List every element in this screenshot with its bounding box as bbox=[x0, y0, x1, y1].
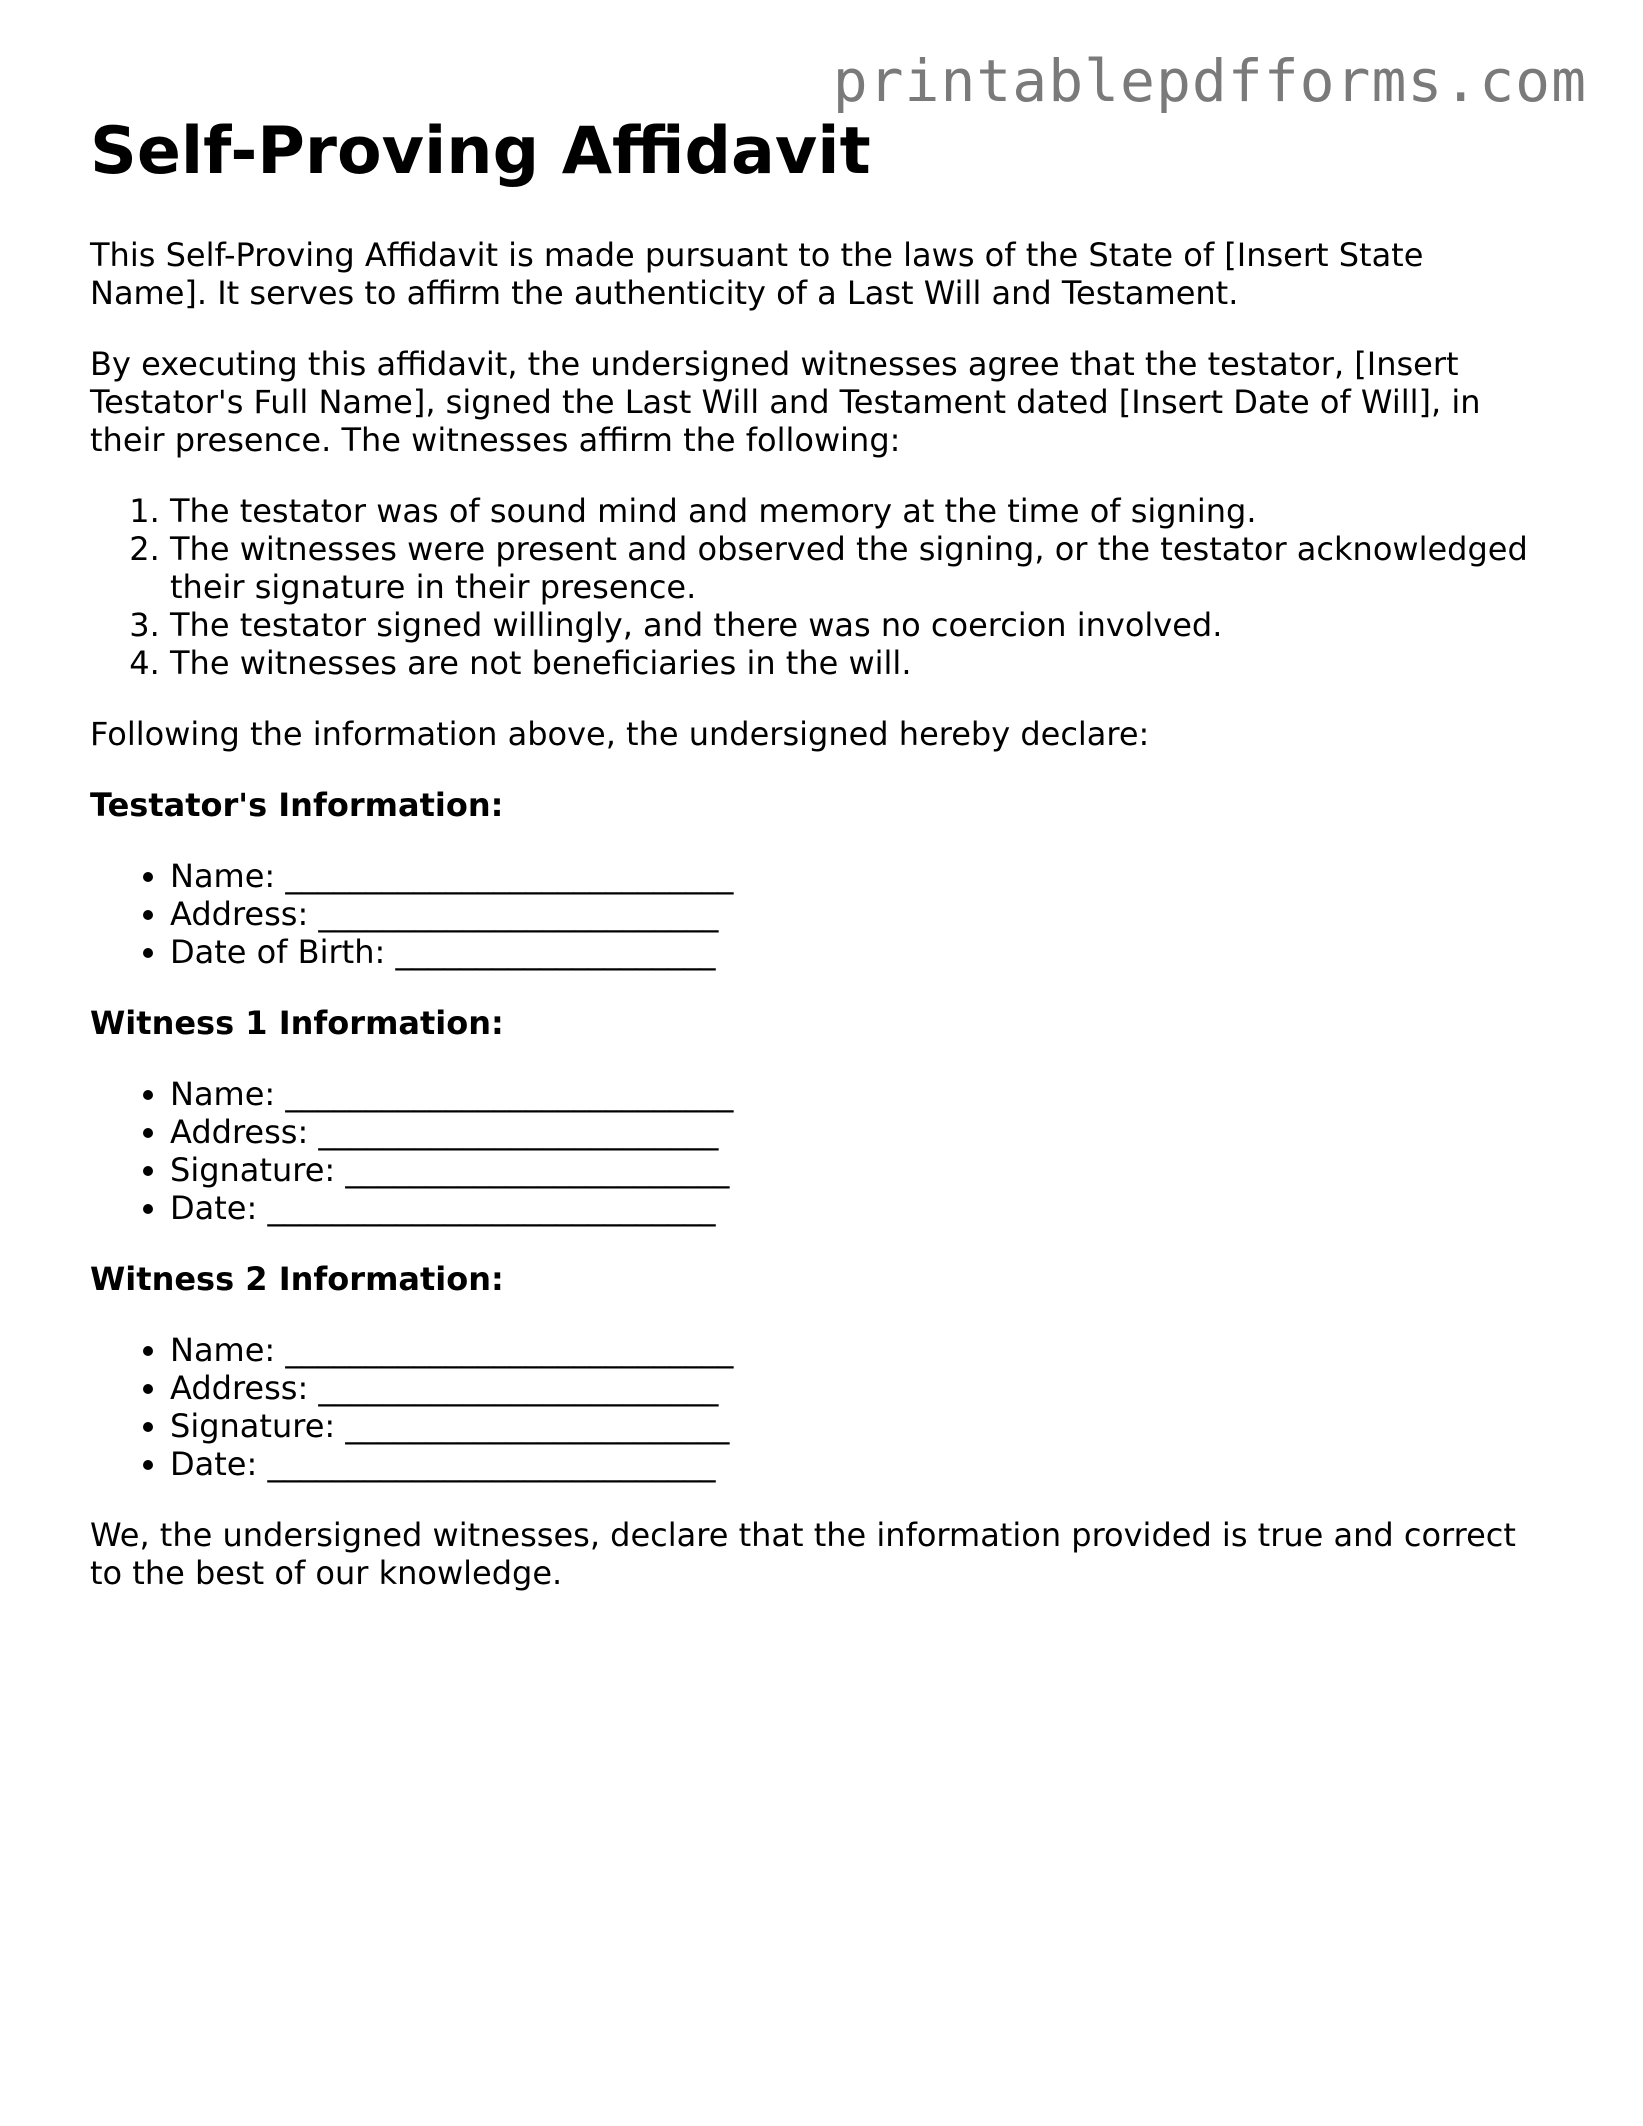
list-item: 1. The testator was of sound mind and memory at the time of signing. bbox=[170, 492, 1550, 530]
witness2-fields bbox=[90, 1331, 1550, 1483]
witness2-name-field: • Name: ____________________________ bbox=[170, 1331, 1550, 1369]
intro-paragraph: This Self-Proving Affidavit is made pursuant to the laws of the State of [Insert State Name]. It serves to affirm the authenticity of a Last Will and Testament. bbox=[90, 236, 1424, 312]
witness1-heading: Witness 1 Information: bbox=[90, 1004, 504, 1042]
list-item: 4. The witnesses are not beneficiaries in the will. bbox=[170, 644, 1550, 682]
page-title: Self-Proving Affidavit bbox=[90, 114, 871, 189]
witness2-heading: Witness 2 Information: bbox=[90, 1260, 504, 1298]
witness1-signature-field: • Signature: ________________________ bbox=[170, 1151, 1550, 1189]
testator-dob-field: • Date of Birth: ____________________ bbox=[170, 933, 1550, 971]
witness2-date-field: • Date: ____________________________ bbox=[170, 1445, 1550, 1483]
statement-paragraph: By executing this affidavit, the undersigned witnesses agree that the testator, [Insert Testator's Full Name], signed the Last Will and Testament dated [Insert Date of Will], in their presence. The witnesses affirm the following: bbox=[90, 345, 1481, 459]
witness1-fields bbox=[90, 1075, 1550, 1227]
declaration-intro: Following the information above, the undersigned hereby declare: bbox=[90, 715, 1150, 753]
witness1-address-field: • Address: _________________________ bbox=[170, 1113, 1550, 1151]
testator-heading: Testator's Information: bbox=[90, 786, 504, 824]
witness2-address-field: • Address: _________________________ bbox=[170, 1369, 1550, 1407]
list-item: 2. The witnesses were present and observed the signing, or the testator acknowledged their signature in their presence. bbox=[170, 530, 1550, 606]
testator-fields bbox=[90, 857, 1550, 971]
testator-address-field: • Address: _________________________ bbox=[170, 895, 1550, 933]
witness2-signature-field: • Signature: ________________________ bbox=[170, 1407, 1550, 1445]
watermark: printablepdfforms.com bbox=[832, 47, 1587, 115]
witness1-date-field: • Date: ____________________________ bbox=[170, 1189, 1550, 1227]
list-item: 3. The testator signed willingly, and there was no coercion involved. bbox=[170, 606, 1550, 644]
closing-paragraph: We, the undersigned witnesses, declare that the information provided is true and correct to the best of our knowledge. bbox=[90, 1516, 1516, 1592]
document-body bbox=[90, 112, 1550, 1592]
witness1-name-field: • Name: ____________________________ bbox=[170, 1075, 1550, 1113]
testator-name-field: • Name: ____________________________ bbox=[170, 857, 1550, 895]
affirmations-list bbox=[90, 492, 1550, 682]
